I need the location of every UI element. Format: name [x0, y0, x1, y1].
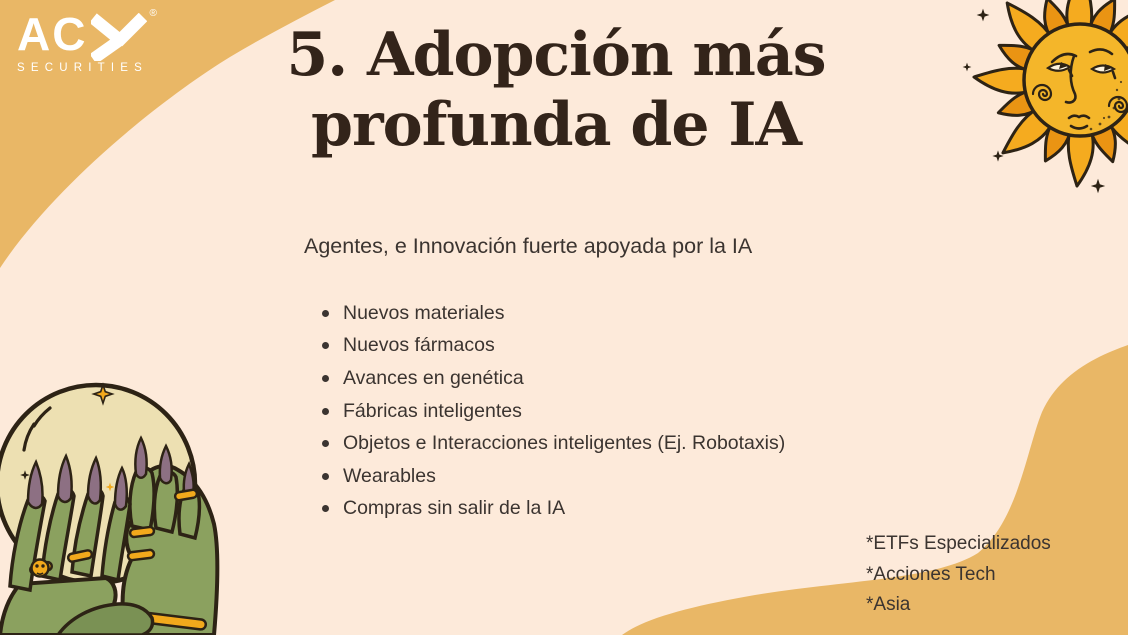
title-line-1: 5. Adopción más: [286, 20, 826, 90]
bullet-dot-icon: [322, 375, 329, 382]
footnotes: [866, 529, 1051, 621]
title-line-2: profunda de IA: [311, 90, 801, 160]
bullet-dot-icon: [322, 342, 329, 349]
bullet-text: Objetos e Interacciones inteligentes (Ej. Robotaxis): [343, 432, 786, 455]
bullet-text: Avances en genética: [343, 366, 524, 389]
bullet-text: Fábricas inteligentes: [343, 399, 522, 422]
footnote-line: *Acciones Tech: [866, 563, 996, 585]
logo-text: AC: [17, 8, 88, 60]
bullet-text: Wearables: [343, 464, 436, 487]
logo-y-chevron-icon: [91, 13, 147, 61]
bullet-text: Nuevos materiales: [343, 301, 505, 324]
footnote-line: *ETFs Especializados: [866, 533, 1051, 554]
bullet-dot-icon: [322, 310, 329, 317]
list-item: [322, 297, 785, 330]
list-item: [322, 330, 785, 363]
registered-mark: ®: [149, 8, 157, 19]
bullet-text: Nuevos fármacos: [343, 334, 495, 357]
list-item: [322, 362, 785, 395]
crystal-ball-hands-illustration: [0, 378, 238, 635]
bullet-dot-icon: [322, 440, 329, 447]
bullet-dot-icon: [322, 505, 329, 512]
skull-ring: [32, 560, 49, 577]
footnote-line: *Asia: [866, 594, 911, 616]
subtitle: Agentes, e Innovación fuerte apoyada por la IA: [304, 234, 753, 258]
list-item: [322, 395, 785, 428]
list-item: [322, 427, 785, 460]
bullet-list: [322, 297, 785, 525]
bullet-dot-icon: [322, 408, 329, 415]
bullet-dot-icon: [322, 473, 329, 480]
list-item: [322, 460, 785, 493]
acy-logo: [17, 10, 155, 74]
list-item: [322, 493, 785, 526]
logo-subtext: SECURITIES: [17, 62, 149, 74]
page-title: [0, 20, 1120, 160]
bullet-text: Compras sin salir de la IA: [343, 497, 566, 520]
